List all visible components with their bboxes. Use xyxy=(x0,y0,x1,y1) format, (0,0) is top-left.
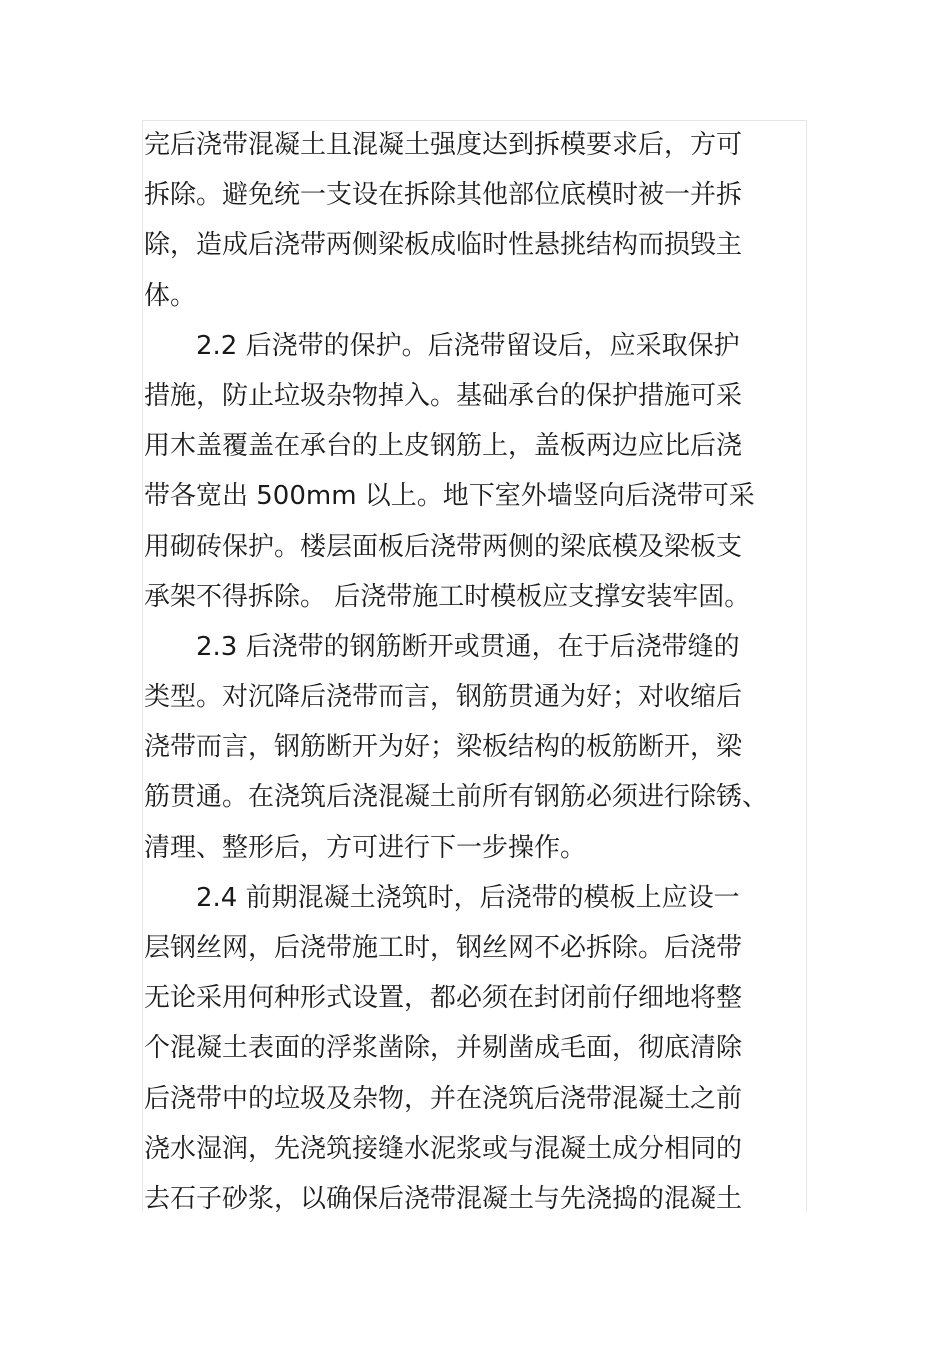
text-line: 2.3 后浇带的钢筋断开或贯通，在于后浇带缝的 xyxy=(144,631,740,662)
text-line: 拆除。避免统一支设在拆除其他部位底模时被一并拆 xyxy=(144,180,743,211)
text-line: 除，造成后浇带两侧梁板成临时性悬挑结构而损毁主 xyxy=(144,230,743,261)
text-line: 个混凝土表面的浮浆凿除，并剔凿成毛面，彻底清除 xyxy=(144,1033,743,1064)
text-line: 去石子砂浆，以确保后浇带混凝土与先浇捣的混凝土 xyxy=(144,1183,743,1214)
text-line: 完后浇带混凝土且混凝土强度达到拆模要求后，方可 xyxy=(144,130,743,160)
text-line: 无论采用何种形式设置，都必须在封闭前仔细地将整 xyxy=(144,983,743,1014)
text-line: 用木盖覆盖在承台的上皮钢筋上，盖板两边应比后浇 xyxy=(144,431,743,462)
text-line: 措施，防止垃圾杂物掉入。基础承台的保护措施可采 xyxy=(144,380,743,411)
text-line: 带各宽出 500mm 以上。地下室外墙竖向后浇带可采 xyxy=(144,481,755,512)
text-line: 承架不得拆除。 后浇带施工时模板应支撑安装牢固。 xyxy=(144,581,751,612)
text-line: 2.4 前期混凝土浇筑时，后浇带的模板上应设一 xyxy=(144,882,740,913)
text-line: 后浇带中的垃圾及杂物，并在浇筑后浇带混凝土之前 xyxy=(144,1083,743,1114)
text-line: 层钢丝网，后浇带施工时，钢丝网不必拆除。后浇带 xyxy=(144,933,743,963)
text-line: 浇水湿润，先浇筑接缝水泥浆或与混凝土成分相同的 xyxy=(144,1133,743,1164)
text-line: 2.2 后浇带的保护。后浇带留设后，应采取保护 xyxy=(144,330,740,361)
text-line: 体。 xyxy=(144,280,197,311)
text-line: 筋贯通。在浇筑后浇混凝土前所有钢筋必须进行除锈、 xyxy=(144,782,769,813)
text-line: 用砌砖保护。楼层面板后浇带两侧的梁底模及梁板支 xyxy=(144,531,743,562)
text-line: 清理、整形后，方可进行下一步操作。 xyxy=(144,832,587,863)
text-line: 类型。对沉降后浇带而言，钢筋贯通为好；对收缩后 xyxy=(144,682,743,713)
document-body xyxy=(144,120,804,1224)
text-line: 浇带而言，钢筋断开为好；梁板结构的板筋断开，梁 xyxy=(144,732,743,763)
